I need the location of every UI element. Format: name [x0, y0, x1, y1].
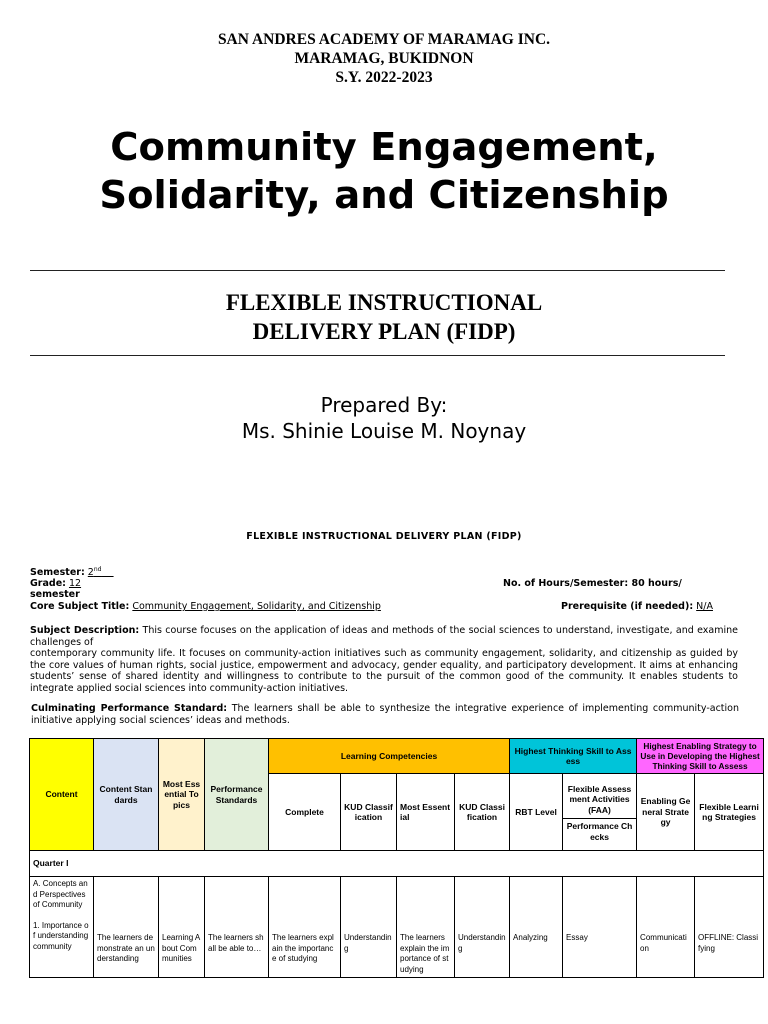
subject-description-text: contemporary community life. It focuses on community-action initiatives such as community engagement, solidarity, and citizenship as guided by the core values of human rights, social justice, empowerment and advocacy, gender equality, and participatory development. It aims at enhancing students’ sense of shared identity and willingness to contribute to the pursuit of the common good of the community. It enables students to integrate applied social sciences into community-action initiatives.	[30, 648, 738, 694]
fidp-heading-line2: DELIVERY PLAN (FIDP)	[252, 319, 516, 344]
header-complete: Complete	[269, 774, 341, 851]
hours-per-semester: No. of Hours/Semester: 80 hours/	[503, 578, 682, 589]
subject-description	[30, 625, 738, 694]
semester-line	[30, 567, 114, 578]
cell-kud-2: Understanding	[455, 877, 510, 978]
subject-description-label: Subject Description:	[30, 625, 140, 636]
header-highest-thinking-skill: Highest Thinking Skill to Assess	[510, 739, 637, 774]
fidp-heading-line1: FLEXIBLE INSTRUCTIONAL	[225, 290, 543, 315]
school-year: S.Y. 2022-2023	[335, 69, 433, 86]
header-kud-classification-2: KUD Classification	[455, 774, 510, 851]
header-learning-competencies: Learning Competencies	[269, 739, 510, 774]
core-subject-label: Core Subject Title:	[30, 601, 130, 612]
header-performance-checks: Performance Checks	[563, 818, 636, 842]
subject-description-line1: This course focuses on the application of ideas and methods of the social sciences to understand, investigate, and examine challenges of	[30, 625, 739, 648]
preparer-name: Ms. Shinie Louise M. Noynay	[241, 419, 527, 443]
fidp-heading	[0, 288, 768, 346]
header-flexible-learning-strategies: Flexible Learning Strategies	[695, 774, 764, 851]
cell-complete: The learners explain the importance of studying	[269, 877, 341, 978]
plan-heading: FLEXIBLE INSTRUCTIONAL DELIVERY PLAN (FIDP)	[246, 531, 522, 542]
school-name: SAN ANDRES ACADEMY OF MARAMAG INC.	[217, 31, 551, 48]
course-title	[0, 124, 768, 220]
cell-faa: Essay	[563, 877, 637, 978]
course-title-line1: Community Engagement,	[110, 125, 658, 170]
cell-content-topic: A. Concepts and Perspectives of Community	[33, 879, 88, 909]
cell-content-subtopic: 1. Importance of understanding community	[33, 920, 89, 951]
grade-value: 12	[68, 578, 82, 589]
culminating-standard-text: The learners shall be able to synthesize the integrative experience of implementing community-action initiative applying social sciences’ ideas and methods.	[31, 703, 739, 726]
cell-flexible: OFFLINE: Classifying	[695, 877, 764, 978]
grade-line	[30, 578, 81, 589]
cell-content	[30, 877, 94, 978]
header-faa-label: Flexible Assessment Activities (FAA)	[567, 783, 632, 815]
cell-enabling: Communication	[637, 877, 695, 978]
culminating-standard	[31, 703, 739, 726]
core-subject-value: Community Engagement, Solidarity, and Citizenship	[132, 601, 381, 612]
cell-kud-1: Understanding	[341, 877, 397, 978]
header-most-essential-topics: Most Essential Topics	[159, 739, 205, 851]
header-content: Content	[30, 739, 94, 851]
prepared-label: Prepared By:	[320, 393, 448, 417]
top-divider	[30, 270, 725, 271]
header-faa	[563, 774, 637, 851]
core-subject-line	[30, 601, 381, 612]
header-kud-classification-1: KUD Classification	[341, 774, 397, 851]
header-highest-enabling-strategy: Highest Enabling Strategy to Use in Developing the Highest Thinking Skill to Assess	[637, 739, 764, 774]
cell-content-standards: The learners demonstrate an understanding	[94, 877, 159, 978]
header-rbt-level: RBT Level	[510, 774, 563, 851]
cell-topics: Learning About Communities	[159, 877, 205, 978]
course-title-line2: Solidarity, and Citizenship	[99, 173, 669, 218]
fidp-table	[29, 738, 764, 978]
semester-word: semester	[30, 589, 80, 600]
header-most-essential: Most Essential	[397, 774, 455, 851]
prerequisite-line	[561, 601, 713, 612]
school-location: MARAMAG, BUKIDNON	[294, 50, 474, 67]
culminating-standard-label: Culminating Performance Standard:	[31, 703, 228, 714]
semester-value: 2nd	[87, 565, 102, 578]
cell-rbt: Analyzing	[510, 877, 563, 978]
bottom-divider	[30, 355, 725, 356]
grade-label: Grade:	[30, 578, 66, 589]
semester-label: Semester:	[30, 567, 85, 578]
prerequisite-value: N/A	[696, 601, 713, 612]
header-content-standards: Content Standards	[94, 739, 159, 851]
prerequisite-label: Prerequisite (if needed):	[561, 601, 694, 612]
quarter-label: Quarter I	[30, 851, 764, 877]
header-performance-standards: Performance Standards	[205, 739, 269, 851]
header-enabling-general-strategy: Enabling General Strategy	[637, 774, 695, 851]
prepared-by	[0, 392, 768, 444]
cell-most-essential: The learners explain the importance of studying	[397, 877, 455, 978]
cell-performance-standards: The learners shall be able to…	[205, 877, 269, 978]
table-row	[30, 877, 764, 978]
